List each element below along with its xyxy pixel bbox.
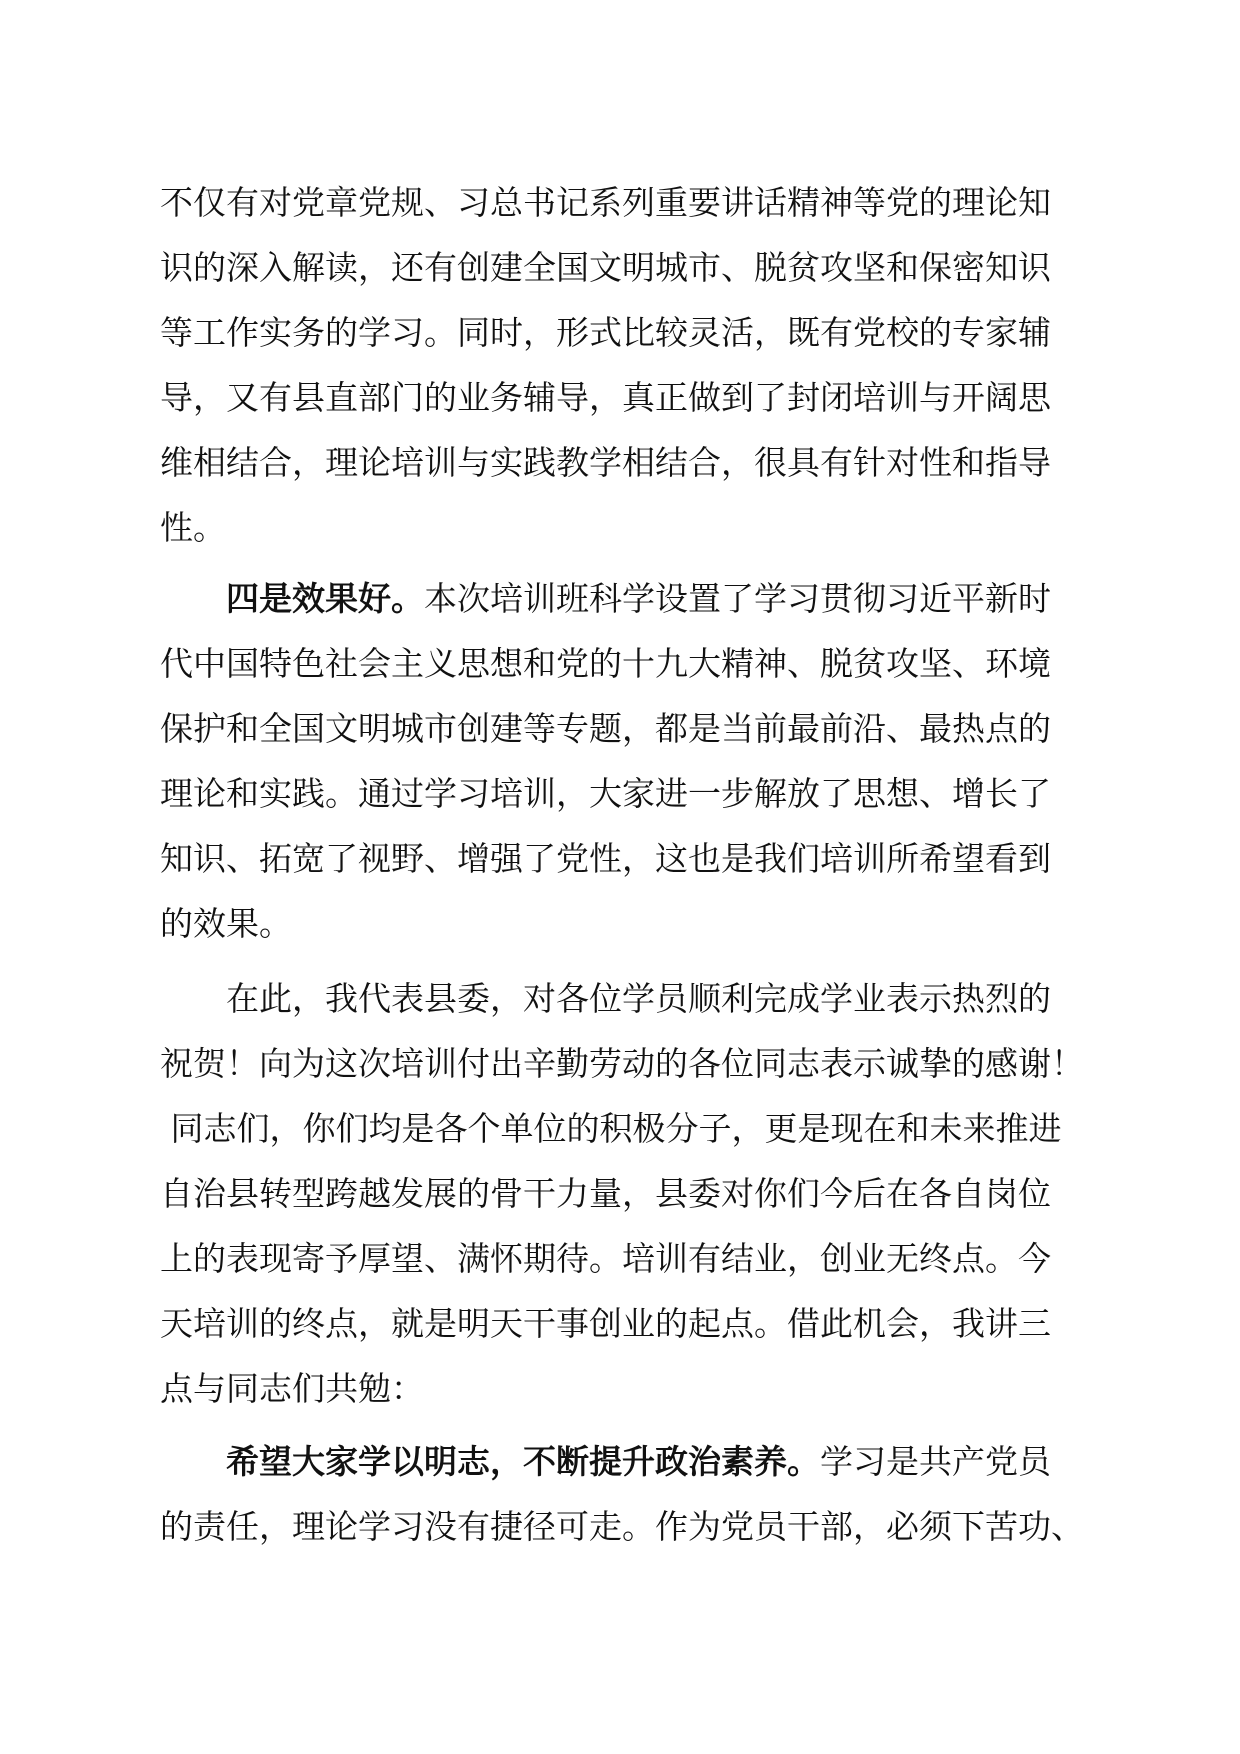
- text-line: 祝贺！向为这次培训付出辛勤劳动的各位同志表示诚挚的感谢！: [160, 1044, 1084, 1083]
- text-line: 的责任，理论学习没有捷径可走。作为党员干部，必须下苦功、: [160, 1507, 1084, 1546]
- paragraph-congratulations: [160, 966, 1120, 1421]
- text-line: 天培训的终点，就是明天干事创业的起点。借此机会，我讲三: [160, 1304, 1051, 1343]
- paragraph-lead: 希望大家学以明志，不断提升政治素养。: [226, 1442, 820, 1481]
- text-line: 不仅有对党章党规、习总书记系列重要讲话精神等党的理论知: [160, 183, 1051, 222]
- text-line: 导，又有县直部门的业务辅导，真正做到了封闭培训与开阔思: [160, 378, 1051, 417]
- text-line: 同志们，你们均是各个单位的积极分子，更是现在和未来推进: [160, 1109, 1062, 1148]
- paragraph-first-line-rest: 本次培训班科学设置了学习贯彻习近平新时: [424, 579, 1051, 618]
- text-line: [160, 566, 1120, 631]
- paragraph-first-line-rest: 学习是共产党员: [820, 1442, 1051, 1481]
- text-line: 自治县转型跨越发展的骨干力量，县委对你们今后在各自岗位: [160, 1174, 1051, 1213]
- text-line: 维相结合，理论培训与实践教学相结合，很具有针对性和指导: [160, 443, 1051, 482]
- text-line: 性。: [160, 508, 226, 547]
- paragraph-content-form: [160, 170, 1120, 560]
- text-line: 点与同志们共勉：: [160, 1369, 424, 1408]
- paragraph-lead: 四是效果好。: [226, 579, 424, 618]
- text-line: 代中国特色社会主义思想和党的十九大精神、脱贫攻坚、环境: [160, 644, 1051, 683]
- paragraph-study: [160, 1429, 1120, 1559]
- paragraph-effect: [160, 566, 1120, 956]
- text-line: 等工作实务的学习。同时，形式比较灵活，既有党校的专家辅: [160, 313, 1051, 352]
- text-line: [160, 1429, 1120, 1494]
- text-line: 识的深入解读，还有创建全国文明城市、脱贫攻坚和保密知识: [160, 248, 1051, 287]
- text-line: 上的表现寄予厚望、满怀期待。培训有结业，创业无终点。今: [160, 1239, 1051, 1278]
- text-line: 保护和全国文明城市创建等专题，都是当前最前沿、最热点的: [160, 709, 1051, 748]
- document-page: [160, 170, 1120, 1559]
- text-line: 知识、拓宽了视野、增强了党性，这也是我们培训所希望看到: [160, 839, 1051, 878]
- text-line: 理论和实践。通过学习培训，大家进一步解放了思想、增长了: [160, 774, 1051, 813]
- text-line: 在此，我代表县委，对各位学员顺利完成学业表示热烈的: [226, 979, 1051, 1018]
- text-line: 的效果。: [160, 904, 292, 943]
